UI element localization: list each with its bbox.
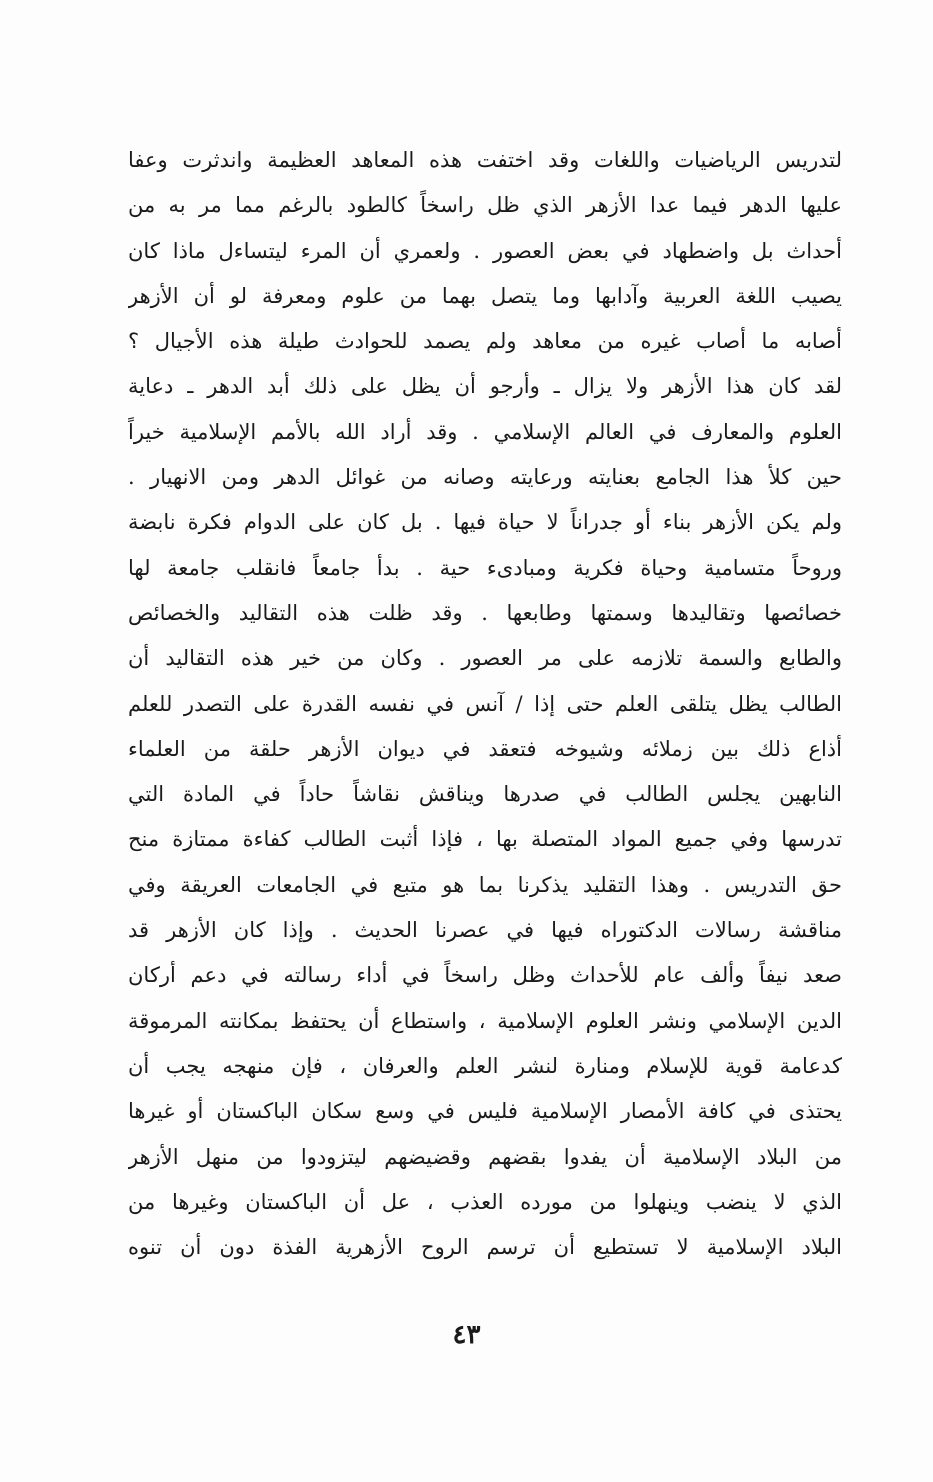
- text-line: الذي لا ينضب وينهلوا من مورده العذب ، عل أن الباكستان وغيرها من: [128, 1189, 842, 1214]
- text-line: الطالب يظل يتلقى العلم حتى إذا / آنس في نفسه القدرة على التصدر للعلم: [128, 691, 842, 716]
- text-line: النابهين يجلس الطالب في صدرها ويناقش نقاشاً حاداً في المادة التي: [128, 782, 842, 807]
- text-line: أحداث بل واضطهاد في بعض العصور . ولعمري أن المرء ليتساءل ماذا كان: [128, 238, 842, 263]
- text-line: كدعامة قوية للإسلام ومنارة لنشر العلم والعرفان ، فإن منهجه يجب أن: [128, 1053, 842, 1078]
- text-line: لقد كان هذا الأزهر ولا يزال ـ وأرجو أن يظل على ذلك أبد الدهر ـ دعاية: [128, 374, 842, 399]
- text-line: حق التدريس . وهذا التقليد يذكرنا بما هو متبع في الجامعات العريقة وفي: [128, 872, 842, 897]
- text-line: حين كلأ هذا الجامع بعنايته ورعايته وصانه من غوائل الدهر ومن الانهيار .: [128, 465, 842, 490]
- text-line: لتدريس الرياضيات واللغات وقد اختفت هذه المعاهد العظيمة واندثرت وعفا: [128, 148, 842, 172]
- text-line: ولم يكن الأزهر بناء أو جدراناً لا حياة فيها . بل كان على الدوام فكرة نابضة: [128, 510, 842, 535]
- text-line: تدرسها وفي جميع المواد المتصلة بها ، فإذا أثبت الطالب كفاءة ممتازة منح: [128, 827, 842, 852]
- text-line: يصيب اللغة العربية وآدابها وما يتصل بهما من علوم ومعرفة لو أن الأزهر: [128, 283, 842, 308]
- text-line: عليها الدهر فيما عدا الأزهر الذي ظل راسخاً كالطود بالرغم مما مر به من: [128, 193, 842, 218]
- body-text: [128, 138, 842, 1270]
- text-line: صعد نيفاً وألف عام للأحداث وظل راسخاً في أداء رسالته في دعم أركان: [128, 963, 842, 988]
- text-line: والطابع والسمة تلازمه على مر العصور . وكان من خير هذه التقاليد أن: [128, 646, 842, 671]
- page-number: ٤٣: [452, 1320, 481, 1350]
- text-line: البلاد الإسلامية لا تستطيع أن ترسم الروح الأزهرية الفذة دون أن تنوه: [128, 1235, 842, 1260]
- text-line: أصابه ما أصاب غيره من معاهد ولم يصمد للحوادث طيلة هذه الأجيال ؟: [128, 329, 842, 354]
- text-line: من البلاد الإسلامية أن يفدوا بقضهم وقضيضهم ليتزودوا من منهل الأزهر: [128, 1144, 842, 1169]
- text-line: الدين الإسلامي ونشر العلوم الإسلامية ، واستطاع أن يحتفظ بمكانته المرموقة: [128, 1008, 842, 1033]
- text-line: وروحاً متسامية وحياة فكرية ومبادىء حية . بدأ جامعاً فانقلب جامعة لها: [128, 555, 842, 580]
- text-line: مناقشة رسالات الدكتوراه فيها في عصرنا الحديث . وإذا كان الأزهر قد: [128, 918, 842, 943]
- text-line: يحتذى في كافة الأمصار الإسلامية فليس في وسع سكان الباكستان أو غيرها: [128, 1099, 842, 1124]
- text-line: العلوم والمعارف في العالم الإسلامي . وقد أراد الله بالأمم الإسلامية خيراً: [128, 419, 842, 444]
- text-line: خصائصها وتقاليدها وسمتها وطابعها . وقد ظلت هذه التقاليد والخصائص: [128, 600, 842, 625]
- text-line: أذاع ذلك بين زملائه وشيوخه فتعقد في ديوان الأزهر حلقة من العلماء: [128, 736, 842, 761]
